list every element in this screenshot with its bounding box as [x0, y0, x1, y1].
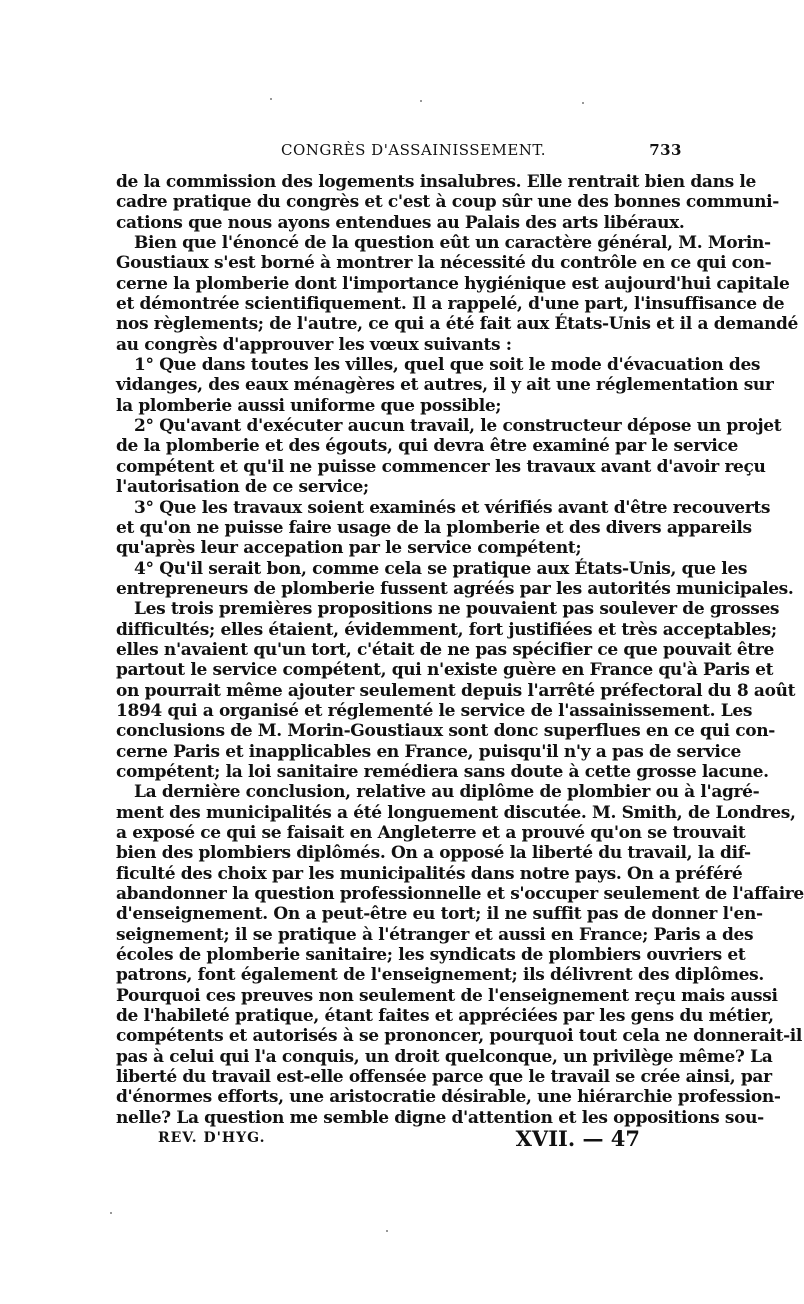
- text-line: compétents et autorisés à se prononcer, pourquoi tout cela ne donnerait-il: [116, 1026, 802, 1047]
- text-line: seignement; il se pratique à l'étranger et aussi en France; Paris a des: [116, 924, 754, 945]
- text-line: bien des plombiers diplômés. On a opposé la liberté du travail, la dif-: [116, 843, 751, 864]
- paper-speck: [582, 102, 584, 104]
- text-line: conclusions de M. Morin-Goustiaux sont donc superflues en ce qui con-: [116, 721, 775, 742]
- page-footer: [158, 1126, 640, 1154]
- text-line: ment des municipalités a été longuement discutée. M. Smith, de Londres,: [116, 802, 796, 823]
- text-line: abandonner la question professionnelle et s'occuper seulement de l'affaire: [116, 884, 804, 905]
- text-line: la plomberie aussi uniforme que possible;: [116, 395, 502, 416]
- text-line: de la plomberie et des égouts, qui devra être examiné par le service: [116, 436, 738, 457]
- text-line: et qu'on ne puisse faire usage de la plomberie et des divers appareils: [116, 517, 752, 538]
- text-line: cadre pratique du congrès et c'est à coup sûr une des bonnes communi-: [116, 192, 779, 213]
- text-line: pas à celui qui l'a conquis, un droit quelconque, un privilège même? La: [116, 1046, 773, 1067]
- text-line: entrepreneurs de plomberie fussent agréés par les autorités municipales.: [116, 578, 794, 599]
- text-line: l'autorisation de ce service;: [116, 477, 369, 498]
- text-line: Pourquoi ces preuves non seulement de l'enseignement reçu mais aussi: [116, 985, 778, 1006]
- text-line: on pourrait même ajouter seulement depuis l'arrêté préfectoral du 8 août: [116, 680, 796, 701]
- text-line: 1894 qui a organisé et réglementé le service de l'assainissement. Les: [116, 700, 753, 721]
- running-title: CONGRÈS D'ASSAINISSEMENT.: [281, 141, 546, 159]
- text-line: de l'habileté pratique, étant faites et appréciées par les gens du métier,: [116, 1006, 774, 1027]
- signature-mark: XVII. — 47: [515, 1126, 640, 1151]
- text-line: écoles de plomberie sanitaire; les syndicats de plombiers ouvriers et: [116, 945, 746, 966]
- text-line: ficulté des choix par les municipalités dans notre pays. On a préféré: [116, 863, 743, 884]
- text-line: elles n'avaient qu'un tort, c'était de ne pas spécifier ce que pouvait être: [116, 639, 774, 660]
- text-line: nos règlements; de l'autre, ce qui a été fait aux États-Unis et il a demandé: [116, 314, 799, 335]
- text-line: 3° Que les travaux soient examinés et vérifiés avant d'être recouverts: [134, 497, 771, 518]
- paper-speck: [270, 98, 272, 100]
- text-line: Bien que l'énoncé de la question eût un caractère général, M. Morin-: [134, 233, 771, 254]
- body-text: [116, 172, 804, 1128]
- text-line: compétent; la loi sanitaire remédiera sans doute à cette grosse lacune.: [116, 761, 769, 782]
- text-line: liberté du travail est-elle offensée parce que le travail se crée ainsi, par: [116, 1067, 772, 1088]
- text-line: qu'après leur accepation par le service compétent;: [116, 538, 582, 559]
- journal-abbreviation: REV. D'HYG.: [158, 1130, 266, 1146]
- text-line: vidanges, des eaux ménagères et autres, il y ait une réglementation sur: [116, 375, 774, 396]
- text-line: a exposé ce qui se faisait en Angleterre et a prouvé qu'on se trouvait: [116, 823, 746, 843]
- text-line: 1° Que dans toutes les villes, quel que soit le mode d'évacuation des: [134, 355, 761, 376]
- text-line: et démontrée scientifiquement. Il a rappelé, d'une part, l'insuffisance de: [116, 294, 785, 315]
- running-head: [116, 141, 682, 163]
- text-line: Les trois premières propositions ne pouvaient pas soulever de grosses: [134, 599, 780, 620]
- paper-speck: [110, 1212, 112, 1214]
- text-line: 4° Qu'il serait bon, comme cela se pratique aux États-Unis, que les: [134, 558, 748, 579]
- text-line: d'enseignement. On a peut-être eu tort; il ne suffit pas de donner l'en-: [116, 904, 763, 925]
- paper-speck: [386, 1230, 388, 1232]
- text-line: nelle? La question me semble digne d'attention et les oppositions sou-: [116, 1107, 764, 1128]
- text-line: Goustiaux s'est borné à montrer la nécessité du contrôle en ce qui con-: [116, 253, 772, 274]
- text-line: difficultés; elles étaient, évidemment, fort justifiées et très acceptables;: [116, 619, 777, 640]
- text-line: au congrès d'approuver les vœux suivants :: [116, 334, 512, 355]
- text-line: cerne Paris et inapplicables en France, puisqu'il n'y a pas de service: [116, 741, 742, 762]
- page-number: 733: [649, 141, 682, 159]
- text-line: patrons, font également de l'enseignement; ils délivrent des diplômes.: [116, 965, 764, 986]
- text-line: cations que nous ayons entendues au Palais des arts libéraux.: [116, 212, 685, 233]
- text-line: compétent et qu'il ne puisse commencer les travaux avant d'avoir reçu: [116, 456, 766, 477]
- text-line: 2° Qu'avant d'exécuter aucun travail, le constructeur dépose un projet: [134, 416, 782, 437]
- text-line: La dernière conclusion, relative au diplôme de plombier ou à l'agré-: [134, 782, 760, 803]
- text-line: cerne la plomberie dont l'importance hygiénique est aujourd'hui capitale: [116, 273, 790, 294]
- text-line: partout le service compétent, qui n'existe guère en France qu'à Paris et: [116, 660, 774, 681]
- text-line: de la commission des logements insalubres. Elle rentrait bien dans le: [116, 172, 756, 192]
- text-line: d'énormes efforts, une aristocratie désirable, une hiérarchie profession-: [116, 1087, 781, 1108]
- paper-speck: [420, 100, 422, 102]
